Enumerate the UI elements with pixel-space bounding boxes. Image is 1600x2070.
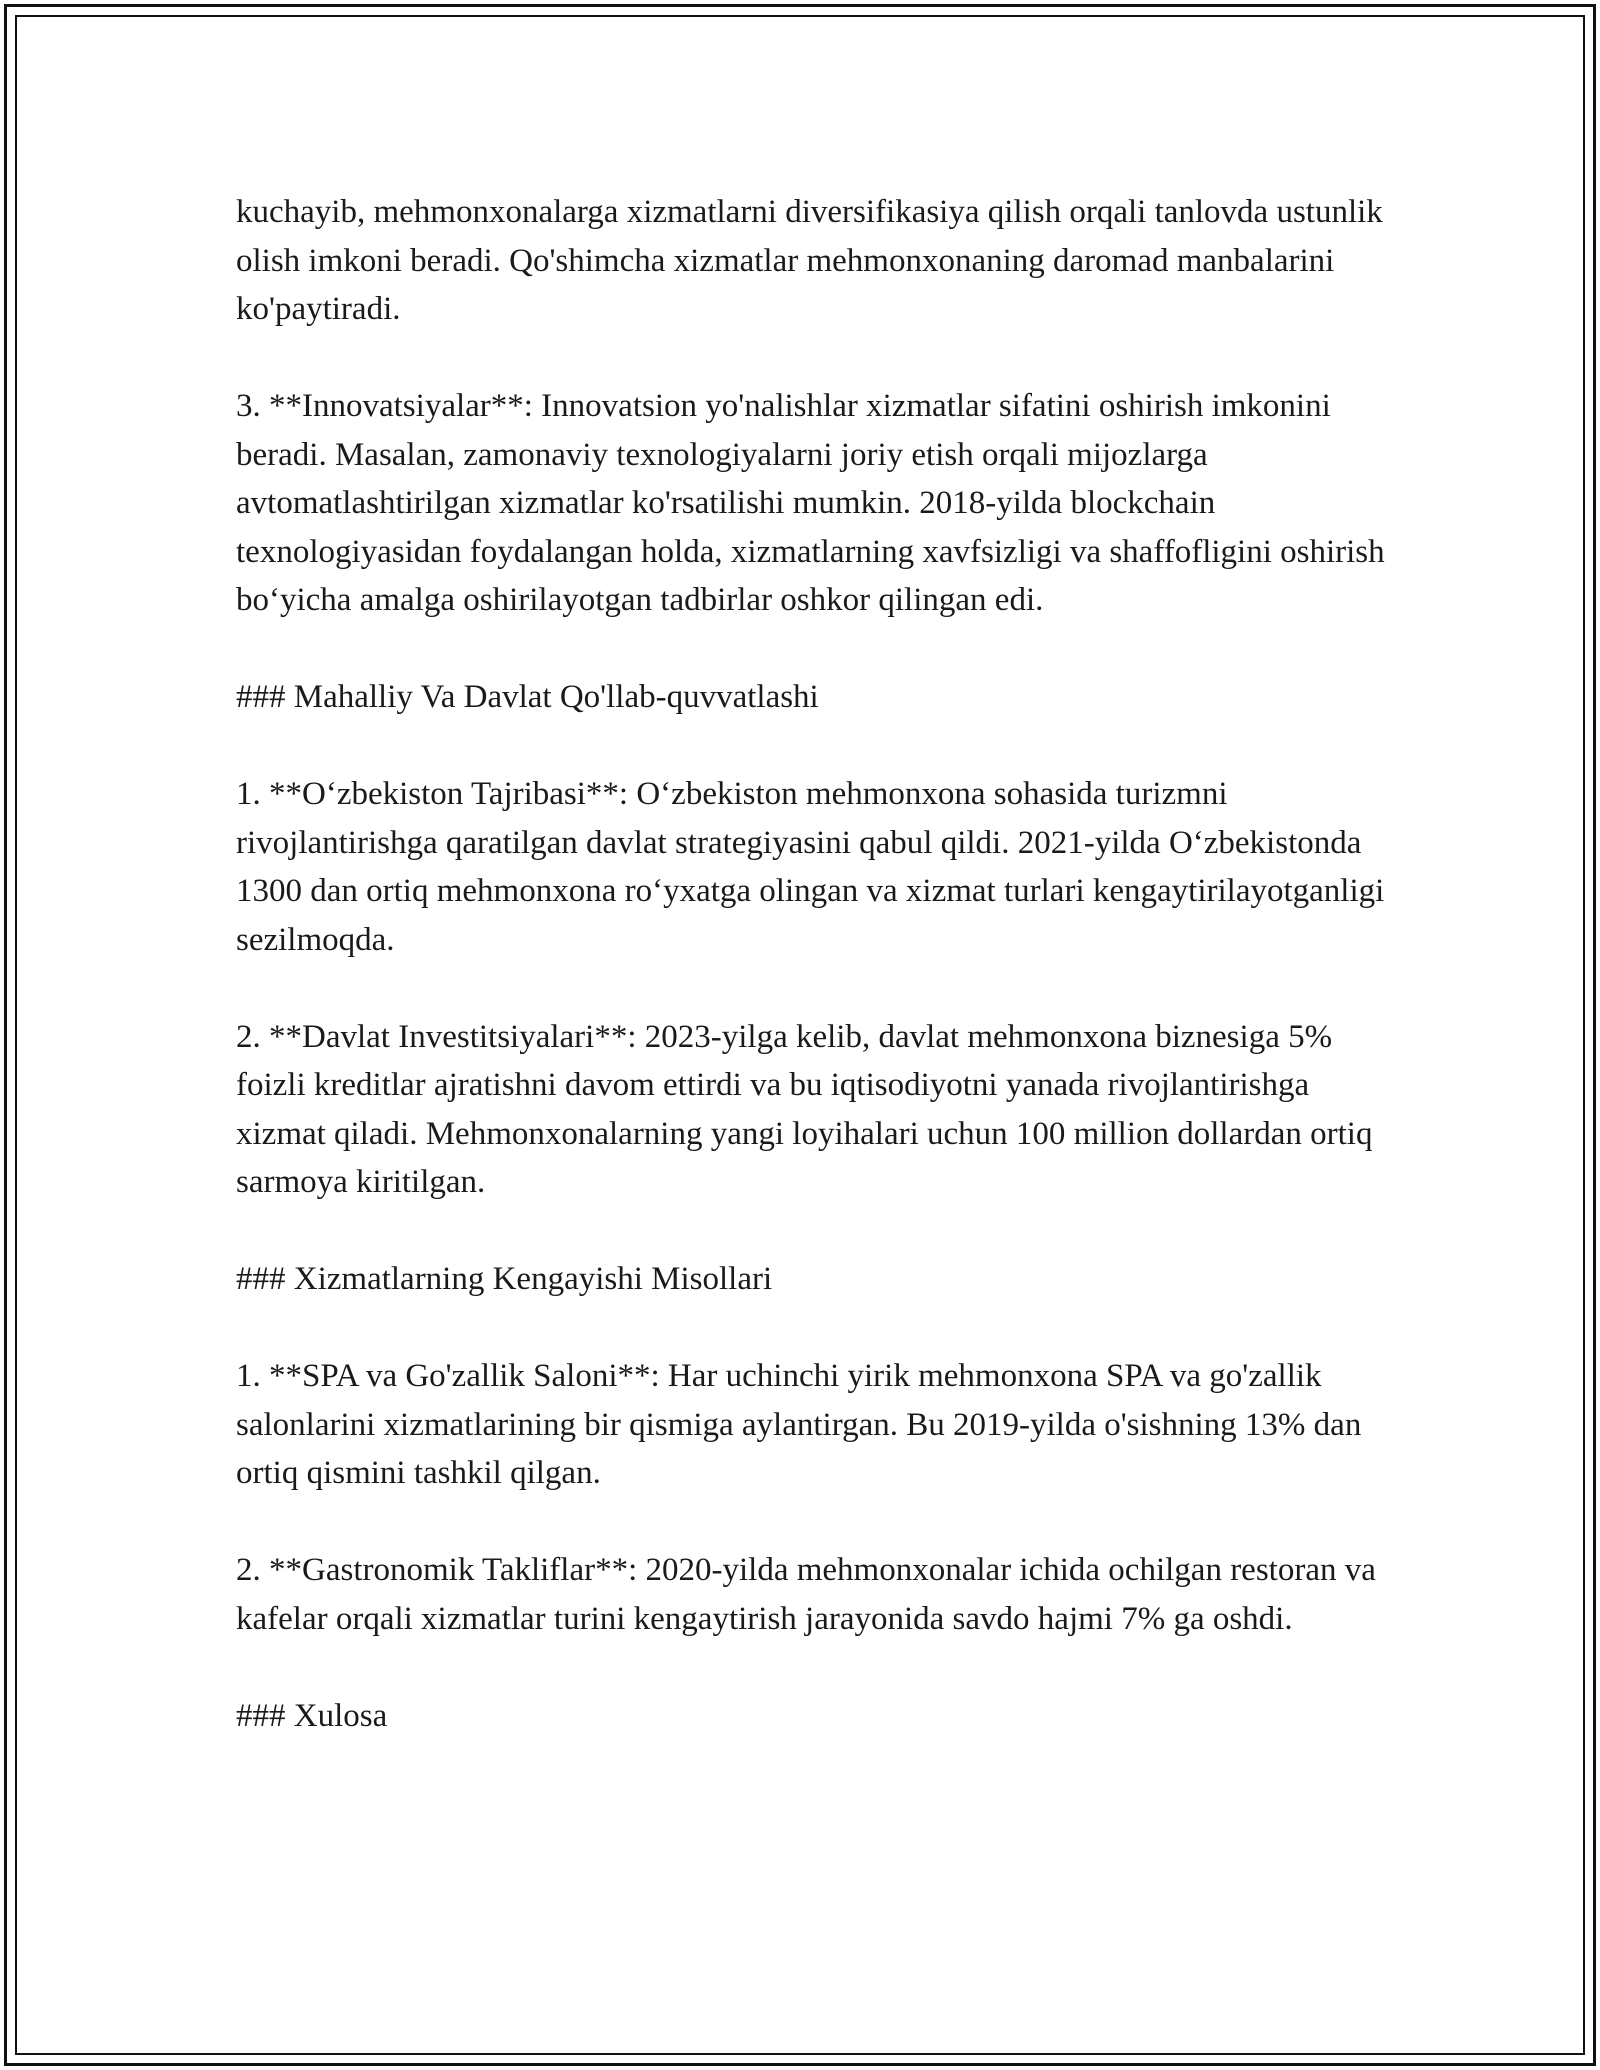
paragraph-uzbekistan-experience: 1. **O‘zbekiston Tajribasi**: O‘zbekiston mehmonxona sohasida turizmni rivojlantirishga qaratilgan davlat strategiyasini qabul qildi. 2021-yilda O‘zbekistonda 1300 dan ortiq mehmonxona ro‘yxatga olingan va xizmat turlari kengaytirilayotganligi sezilmoqda. (236, 776, 1385, 958)
document-body (236, 188, 1396, 1740)
paragraph-state-investments: 2. **Davlat Investitsiyalari**: 2023-yilga kelib, davlat mehmonxona biznesiga 5% foizli kreditlar ajratishni davom ettirdi va bu iqtisodiyotni yanada rivojlantirishga xizmat qiladi. Mehmonxonalarning yangi loyihalari uchun 100 million dollardan ortiq sarmoya kiritilgan. (236, 1018, 1373, 1200)
paragraph-gastronomic-offers: 2. **Gastronomik Takliflar**: 2020-yilda mehmonxonalar ichida ochilgan restoran va kafelar orqali xizmatlar turini kengaytirish jarayonida savdo hajmi 7% ga oshdi. (236, 1552, 1376, 1637)
heading-conclusion: ### Xulosa (236, 1697, 388, 1734)
paragraph-innovations: 3. **Innovatsiyalar**: Innovatsion yo'nalishlar xizmatlar sifatini oshirish imkonini beradi. Masalan, zamonaviy texnologiyalarni joriy etish orqali mijozlarga avtomatlashtirilgan xizmatlar ko'rsatilishi mumkin. 2018-yilda blockchain texnologiyasidan foydalangan holda, xizmatlarning xavfsizligi va shaffofligini oshirish bo‘yicha amalga oshirilayotgan tadbirlar oshkor qilingan edi. (236, 388, 1385, 618)
heading-local-state-support: ### Mahalliy Va Davlat Qo'llab-quvvatlashi (236, 679, 819, 715)
paragraph-services-continuation: kuchayib, mehmonxonalarga xizmatlarni diversifikasiya qilish orqali tanlovda ustunlik olish imkoni beradi. Qo'shimcha xizmatlar mehmonxonaning daromad manbalarini ko'paytiradi. (236, 194, 1383, 327)
heading-service-expansion-examples: ### Xizmatlarning Kengayishi Misollari (236, 1261, 773, 1297)
paragraph-spa-beauty-salon: 1. **SPA va Go'zallik Saloni**: Har uchinchi yirik mehmonxona SPA va go'zallik salonlarini xizmatlarining bir qismiga aylantirgan. Bu 2019-yilda o'sishning 13% dan ortiq qismini tashkil qilgan. (236, 1358, 1362, 1491)
